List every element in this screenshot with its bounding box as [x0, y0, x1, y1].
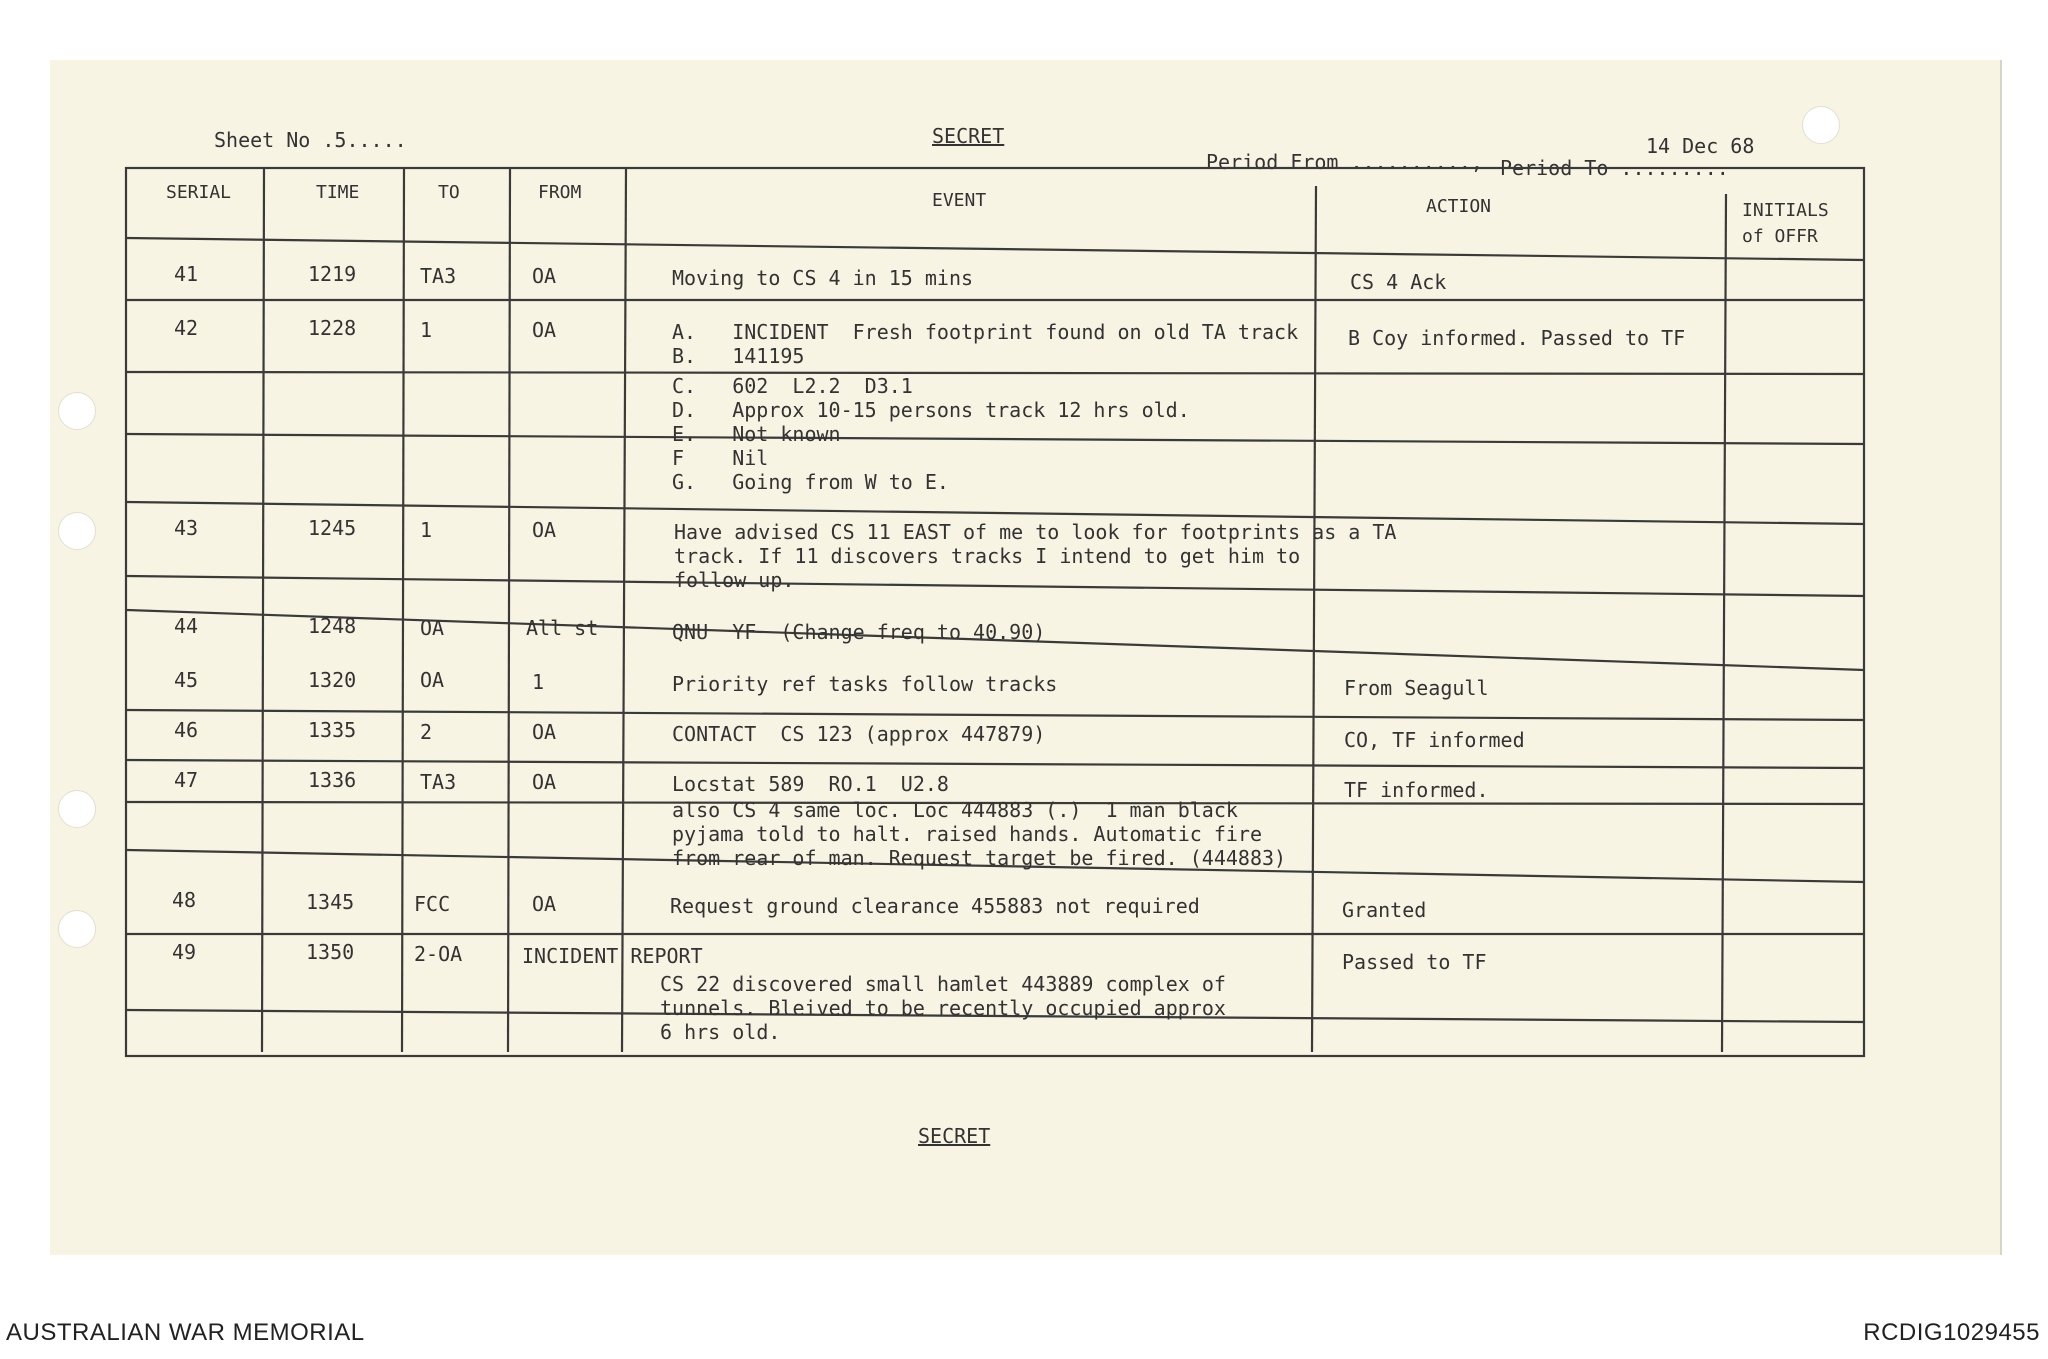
classification-bottom: SECRET: [918, 1124, 991, 1148]
time-cell: 1345: [306, 890, 355, 914]
event-line: CONTACT CS 123 (approx 447879): [672, 722, 1046, 746]
from-cell: INCIDENT REPORT: [522, 944, 703, 968]
to-cell: FCC: [414, 892, 451, 916]
event-line: QNU YF (Change freq to 40.90): [672, 620, 1046, 644]
event-line: Have advised CS 11 EAST of me to look for footprints as a TA: [674, 520, 1397, 544]
event-line: Moving to CS 4 in 15 mins: [672, 266, 974, 290]
to-cell: OA: [420, 616, 445, 640]
serial-cell: 46: [174, 718, 199, 742]
time-cell: 1248: [308, 614, 357, 638]
serial-cell: 42: [174, 316, 199, 340]
event-line: Request ground clearance 455883 not required: [670, 894, 1200, 918]
header-to: TO: [438, 182, 460, 203]
event-line: G. Going from W to E.: [672, 470, 949, 494]
from-cell: OA: [532, 264, 557, 288]
time-cell: 1245: [308, 516, 357, 540]
event-line: Priority ref tasks follow tracks: [672, 672, 1058, 696]
punch-hole: [1802, 106, 1840, 144]
punch-hole: [58, 512, 96, 550]
to-cell: 1: [420, 518, 433, 542]
event-line: C. 602 L2.2 D3.1: [672, 374, 913, 398]
event-line: pyjama told to halt. raised hands. Automatic fire: [672, 822, 1263, 846]
time-cell: 1335: [308, 718, 357, 742]
to-cell: TA3: [420, 770, 457, 794]
header-initials: INITIALS: [1742, 200, 1829, 221]
action-cell: B Coy informed. Passed to TF: [1348, 326, 1686, 350]
action-cell: Granted: [1342, 898, 1427, 922]
punch-hole: [58, 790, 96, 828]
classification-top: SECRET: [932, 124, 1005, 148]
to-cell: 2: [420, 720, 433, 744]
event-line: 6 hrs old.: [660, 1020, 781, 1044]
action-cell: From Seagull: [1344, 676, 1489, 700]
header-initials-sub: of OFFR: [1742, 226, 1818, 247]
serial-cell: 45: [174, 668, 199, 692]
header-time: TIME: [316, 182, 360, 203]
serial-cell: 44: [174, 614, 199, 638]
to-cell: OA: [420, 668, 445, 692]
event-line: also CS 4 same loc. Loc 444883 (.) 1 man black: [672, 798, 1238, 822]
period-to: Period To .........: [1500, 156, 1729, 180]
from-cell: OA: [532, 518, 557, 542]
header-action: ACTION: [1426, 196, 1492, 217]
to-cell: 2-OA: [414, 942, 463, 966]
from-cell: All st: [526, 616, 599, 640]
serial-cell: 47: [174, 768, 199, 792]
event-line: tunnels. Bleived to be recently occupied approx: [660, 996, 1226, 1020]
event-line: from rear of man. Request target be fired. (444883): [672, 846, 1287, 870]
from-cell: OA: [532, 318, 557, 342]
event-line: CS 22 discovered small hamlet 443889 complex of: [660, 972, 1226, 996]
time-cell: 1350: [306, 940, 355, 964]
action-cell: Passed to TF: [1342, 950, 1487, 974]
to-cell: TA3: [420, 264, 457, 288]
event-line: D. Approx 10-15 persons track 12 hrs old.: [672, 398, 1190, 422]
serial-cell: 43: [174, 516, 199, 540]
time-cell: 1320: [308, 668, 357, 692]
action-cell: CO, TF informed: [1344, 728, 1525, 752]
event-line: F Nil: [672, 446, 769, 470]
serial-cell: 49: [172, 940, 197, 964]
period-from: Period From ..........,: [1206, 150, 1483, 174]
table-grid-lines: [122, 164, 1868, 1060]
time-cell: 1228: [308, 316, 357, 340]
event-line: Locstat 589 RO.1 U2.8: [672, 772, 949, 796]
action-cell: TF informed.: [1344, 778, 1489, 802]
to-cell: 1: [420, 318, 433, 342]
log-table: [122, 164, 1868, 1060]
punch-hole: [58, 392, 96, 430]
action-cell: CS 4 Ack: [1350, 270, 1447, 294]
footer-source: AUSTRALIAN WAR MEMORIAL: [6, 1319, 365, 1346]
sheet-number: Sheet No .5.....: [214, 128, 407, 152]
serial-cell: 48: [172, 888, 197, 912]
event-line: A. INCIDENT Fresh footprint found on old TA track: [672, 320, 1299, 344]
serial-cell: 41: [174, 262, 199, 286]
time-cell: 1219: [308, 262, 357, 286]
header-serial: SERIAL: [166, 182, 232, 203]
footer-id: RCDIG1029455: [1863, 1319, 2040, 1346]
time-cell: 1336: [308, 768, 357, 792]
from-cell: 1: [532, 670, 545, 694]
period-date: 14 Dec 68: [1646, 134, 1755, 158]
header-event: EVENT: [932, 190, 987, 211]
event-line: B. 141195: [672, 344, 805, 368]
from-cell: OA: [532, 770, 557, 794]
from-cell: OA: [532, 892, 557, 916]
punch-hole: [58, 910, 96, 948]
header-from: FROM: [538, 182, 582, 203]
event-line: E. Not known: [672, 422, 841, 446]
event-line: follow up.: [674, 568, 795, 592]
from-cell: OA: [532, 720, 557, 744]
event-line: track. If 11 discovers tracks I intend to get him to: [674, 544, 1301, 568]
